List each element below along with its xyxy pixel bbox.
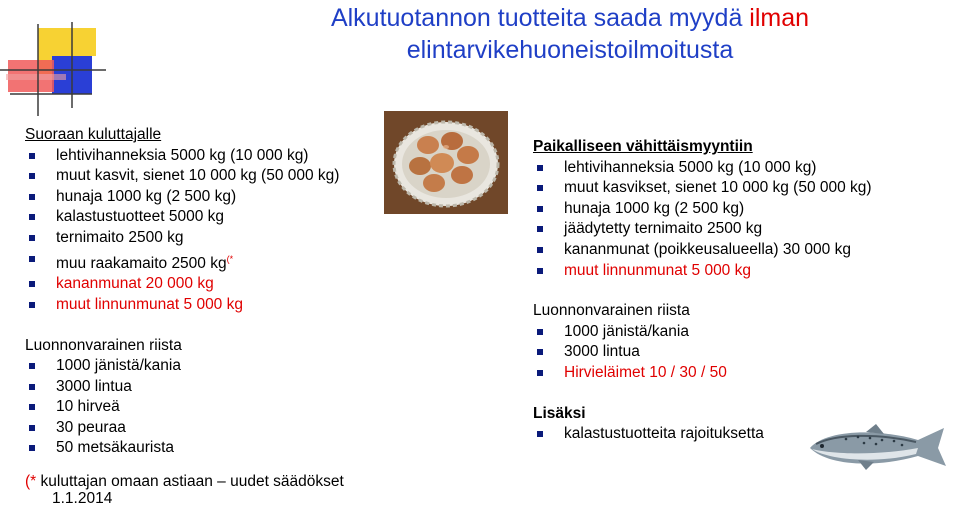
- list-item: muu raakamaito 2500 kg(*: [25, 249, 339, 275]
- bullet-icon: [29, 425, 35, 431]
- right-column: [533, 137, 872, 445]
- bullet-icon: [537, 226, 543, 232]
- bullet-icon: [537, 185, 543, 191]
- bullet-icon: [29, 445, 35, 451]
- bullet-icon: [29, 404, 35, 410]
- list-item: ternimaito 2500 kg: [25, 228, 339, 249]
- page-title: [190, 2, 950, 66]
- bullet-icon: [29, 384, 35, 390]
- list-item: Hirvieläimet 10 / 30 / 50: [533, 363, 872, 384]
- list-item: kananmunat 20 000 kg: [25, 274, 339, 295]
- footnote-line1: kuluttajan omaan astiaan – uudet säädökset: [40, 473, 344, 490]
- list-item: lehtivihanneksia 5000 kg (10 000 kg): [25, 146, 339, 167]
- left-heading-2: Luonnonvarainen riista: [25, 336, 182, 354]
- bullet-icon: [29, 281, 35, 287]
- footnote-line2: 1.1.2014: [52, 490, 113, 507]
- list-item: hunaja 1000 kg (2 500 kg): [25, 187, 339, 208]
- right-list-2: [533, 322, 872, 384]
- bullet-icon: [537, 329, 543, 335]
- list-item: kalastustuotteita rajoituksetta: [533, 424, 872, 445]
- list-item: muut kasvit, sienet 10 000 kg (50 000 kg): [25, 166, 339, 187]
- list-item: hunaja 1000 kg (2 500 kg): [533, 199, 872, 220]
- bullet-icon: [537, 370, 543, 376]
- list-item: kananmunat (poikkeusalueella) 30 000 kg: [533, 240, 872, 261]
- decorative-squares-logo: [0, 18, 110, 118]
- bullet-icon: [537, 247, 543, 253]
- list-item: 50 metsäkaurista: [25, 438, 339, 459]
- right-list: [533, 158, 872, 282]
- list-item: lehtivihanneksia 5000 kg (10 000 kg): [533, 158, 872, 179]
- bullet-icon: [537, 268, 543, 274]
- title-part2: ilman: [749, 4, 810, 32]
- left-list: [25, 146, 339, 316]
- list-item: muut linnunmunat 5 000 kg: [25, 295, 339, 316]
- title-line2: elintarvikehuoneistoilmoitusta: [406, 36, 734, 64]
- title-part1: Alkutuotannon tuotteita saada myydä: [330, 4, 743, 32]
- egg-basket-image: [384, 111, 508, 214]
- bullet-icon: [29, 173, 35, 179]
- bullet-icon: [29, 214, 35, 220]
- bullet-icon: [29, 153, 35, 159]
- footnote-marker: (*: [226, 253, 234, 264]
- list-item: muut linnunmunat 5 000 kg: [533, 261, 872, 282]
- list-item: muut kasvikset, sienet 10 000 kg (50 000 kg): [533, 178, 872, 199]
- right-heading: Paikalliseen vähittäismyyntiin: [533, 138, 753, 155]
- list-item: 30 peuraa: [25, 418, 339, 439]
- bullet-icon: [537, 349, 543, 355]
- right-heading-3: Lisäksi: [533, 404, 586, 422]
- footnote: [25, 473, 344, 507]
- bullet-icon: [537, 206, 543, 212]
- list-item: jäädytetty ternimaito 2500 kg: [533, 219, 872, 240]
- list-item: 3000 lintua: [25, 377, 339, 398]
- list-item: kalastustuotteet 5000 kg: [25, 207, 339, 228]
- list-item: 3000 lintua: [533, 342, 872, 363]
- footnote-mark: (*: [25, 473, 37, 490]
- bullet-icon: [29, 194, 35, 200]
- list-item: 10 hirveä: [25, 397, 339, 418]
- salmon-image: [806, 422, 956, 474]
- left-column: [25, 125, 339, 459]
- left-list-2: [25, 356, 339, 459]
- bullet-icon: [29, 235, 35, 241]
- bullet-icon: [29, 256, 35, 262]
- left-heading: Suoraan kuluttajalle: [25, 126, 162, 143]
- bullet-icon: [29, 302, 35, 308]
- list-item: 1000 jänistä/kania: [533, 322, 872, 343]
- right-heading-2: Luonnonvarainen riista: [533, 302, 690, 320]
- bullet-icon: [537, 165, 543, 171]
- bullet-icon: [29, 363, 35, 369]
- list-item: 1000 jänistä/kania: [25, 356, 339, 377]
- bullet-icon: [537, 431, 543, 437]
